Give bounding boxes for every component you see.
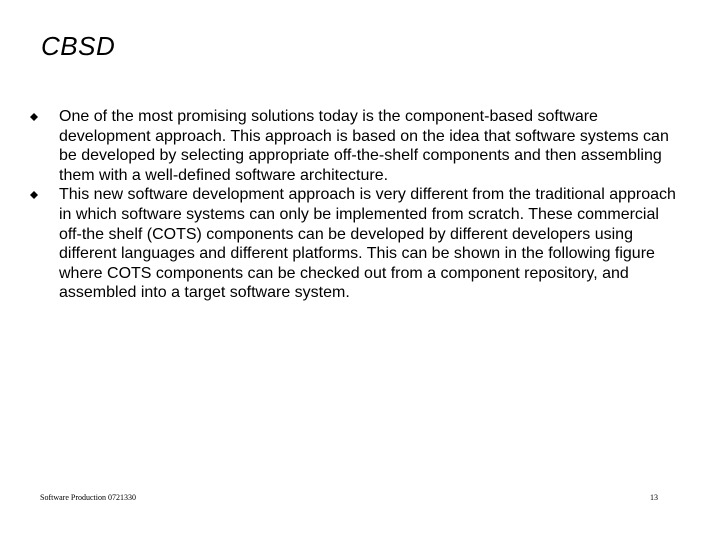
bullet-text: One of the most promising solutions today is the component-based software development approach. This approach is based on the idea that software systems can be developed by selecting appropriate off-the-shelf components and then assembling them with a well-defined software architecture. (59, 108, 669, 184)
bullet-list (30, 107, 680, 303)
bullet-item (30, 107, 680, 185)
slide-title: CBSD (41, 31, 116, 61)
bullet-item (30, 185, 680, 303)
diamond-bullet-icon (30, 113, 38, 121)
diamond-bullet-icon (30, 191, 38, 199)
footer-page-number: 13 (650, 493, 658, 502)
bullet-text: This new software development approach is very different from the traditional approach in which software systems can only be implemented from scratch. These commercial off-the shelf (COTS) components can be developed by different developers using different languages and different platforms. This can be shown in the following figure where COTS components can be checked out from a component repository, and assembled into a target software system. (59, 186, 676, 302)
footer-course: Software Production 0721330 (40, 493, 136, 502)
